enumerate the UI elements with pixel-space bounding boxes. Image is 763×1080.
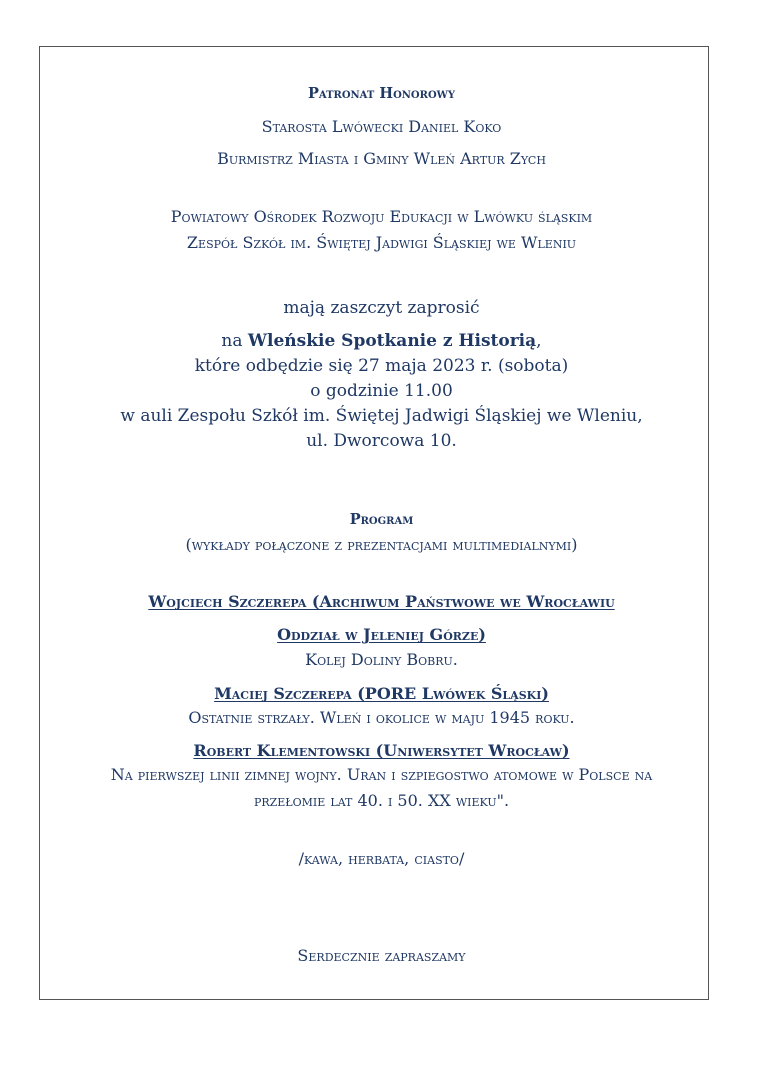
closing-greeting: Serdecznie zapraszamy	[297, 946, 466, 965]
event-name: Wleńskie Spotkanie z Historią	[247, 331, 537, 351]
talk-1-speaker-line2: Oddział w Jeleniej Górze)	[277, 625, 486, 644]
event-date: które odbędzie się 27 maja 2023 r. (sobota)	[194, 356, 569, 376]
organizer-school: Zespół Szkół im. Świętej Jadwigi Śląskiej we Wleniu	[186, 233, 577, 252]
event-address: ul. Dworcowa 10.	[306, 431, 457, 451]
talk-1-speaker-line1: Wojciech Szczerepa (Archiwum Państwowe we Wrocławiu	[148, 592, 615, 611]
talk-2-title: Ostatnie strzały. Wleń i okolice w maju 1945 roku.	[188, 708, 575, 727]
talk-3-title-line1: Na pierwszej linii zimnej wojny. Uran i szpiegostwo atomowe w Polsce na	[110, 765, 653, 784]
patron-burmistrz: Burmistrz Miasta i Gminy Wleń Artur Zych	[217, 149, 546, 168]
event-suffix: ,	[536, 331, 542, 351]
talk-3-speaker: Robert Klementowski (Uniwersytet Wrocław)	[193, 741, 570, 760]
patron-starosta: Starosta Lwówecki Daniel Koko	[261, 117, 502, 136]
event-prefix: na	[221, 331, 248, 351]
patronat-heading: Patronat Honorowy	[307, 85, 456, 102]
talk-3-title-line2: przełomie lat 40. i 50. XX wieku".	[253, 791, 510, 810]
talk-1-title: Kolej Doliny Bobru.	[305, 650, 458, 669]
organizer-pore: Powiatowy Ośrodek Rozwoju Edukacji w Lwówku śląskim	[170, 207, 593, 226]
refreshments-note: /kawa, herbata, ciasto/	[298, 849, 465, 868]
program-heading: Program	[349, 511, 414, 528]
event-place: w auli Zespołu Szkół im. Świętej Jadwigi Śląskiej we Wleniu,	[120, 406, 643, 426]
event-time: o godzinie 11.00	[310, 381, 453, 401]
program-subheading: (wykłady połączone z prezentacjami multimedialnymi)	[185, 535, 578, 554]
talk-2-speaker: Maciej Szczerepa (PORE Lwówek Śląski)	[214, 684, 549, 703]
invitation-intro: mają zaszczyt zaprosić	[283, 298, 480, 318]
event-name-line	[0, 331, 763, 351]
